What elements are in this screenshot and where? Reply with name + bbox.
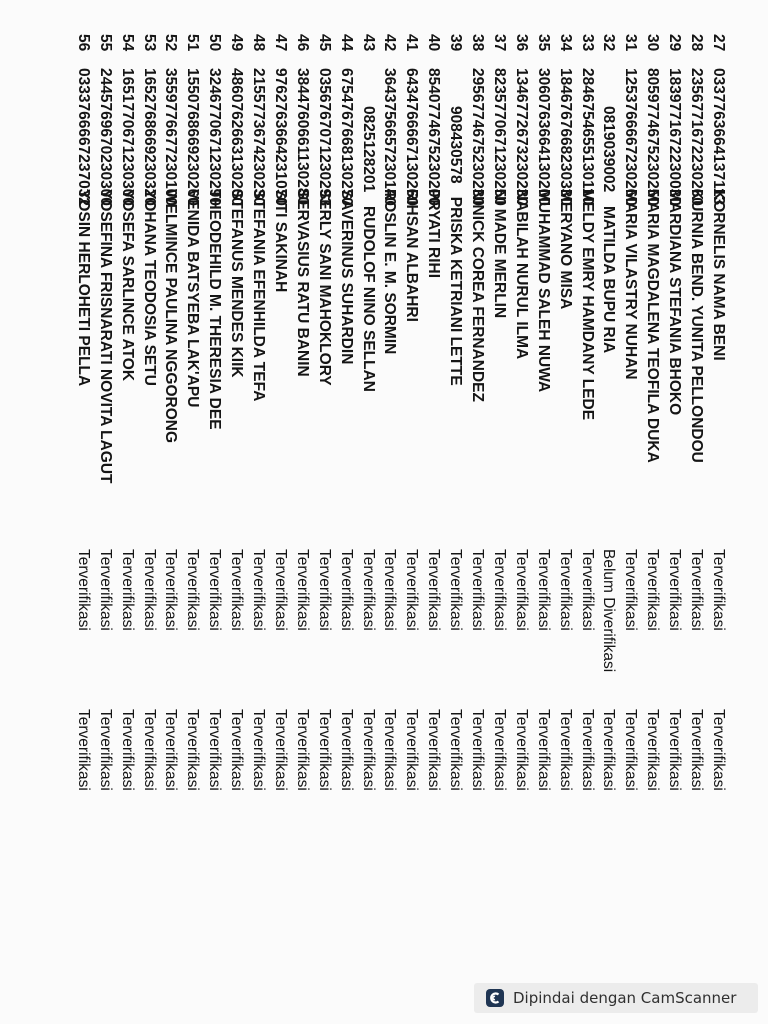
row-nik: 1253766667230260 bbox=[622, 68, 640, 206]
row-number: 38 bbox=[469, 34, 487, 52]
watermark-label: Dipindai dengan CamScanner bbox=[513, 989, 737, 1007]
row-number: 51 bbox=[184, 34, 202, 52]
row-status-2: Terverifikasi bbox=[491, 709, 508, 791]
row-number: 41 bbox=[403, 34, 421, 52]
row-nik: 1651770671230300 bbox=[118, 68, 136, 206]
row-name: MARDIANA STEFANIA BHOKO bbox=[666, 189, 684, 416]
row-nik: 3844760661130280 bbox=[293, 68, 311, 206]
row-number: 54 bbox=[118, 34, 136, 52]
row-name: SERVASIUS RATU BANIN bbox=[293, 189, 311, 377]
table-row bbox=[576, 34, 598, 794]
row-nik: 1652768669230320 bbox=[140, 68, 158, 206]
row-status-2: Terverifikasi bbox=[666, 709, 684, 791]
row-name: STEFANUS MENDES KIIK bbox=[228, 189, 246, 378]
table-row bbox=[335, 34, 357, 794]
row-number: 53 bbox=[140, 34, 158, 52]
row-nik: 0356767071230293 bbox=[315, 68, 333, 206]
row-nik: 6754767668130270 bbox=[337, 68, 355, 206]
table-row bbox=[357, 34, 379, 794]
row-status-1: Terverifikasi bbox=[425, 549, 443, 631]
row-nik: 4860762663130200 bbox=[228, 68, 246, 206]
row-status-2: Terverifikasi bbox=[447, 709, 465, 791]
table-row bbox=[94, 34, 116, 794]
row-status-1: Terverifikasi bbox=[359, 549, 377, 631]
row-nik: 2155773674230230 bbox=[250, 68, 268, 206]
table-row bbox=[554, 34, 576, 794]
table-row bbox=[444, 34, 466, 794]
table-row bbox=[203, 34, 225, 794]
row-status-1: Terverifikasi bbox=[74, 549, 92, 631]
row-name: YOHANA TEODOSIA SETU bbox=[140, 189, 158, 386]
table-row bbox=[225, 34, 247, 794]
row-name: MARIA VILASTRY NUHAN bbox=[622, 189, 640, 380]
row-status-2: Terverifikasi bbox=[337, 709, 355, 791]
row-status-2: Terverifikasi bbox=[293, 709, 311, 791]
row-status-2: Terverifikasi bbox=[534, 709, 552, 791]
row-name: KURNIA BEND. YUNITA PELLONDOU bbox=[688, 189, 706, 463]
row-status-1: Terverifikasi bbox=[337, 549, 355, 631]
row-status-2: Terverifikasi bbox=[578, 709, 596, 791]
camscanner-logo-icon bbox=[486, 989, 504, 1007]
row-name: SAVERINUS SUHARDIN bbox=[337, 189, 355, 365]
row-name: MERYANO MISA bbox=[556, 189, 574, 310]
row-status-1: Terverifikasi bbox=[272, 549, 289, 631]
row-number: 56 bbox=[74, 34, 92, 52]
row-nik: 1550768669230260 bbox=[184, 68, 202, 206]
table-row bbox=[707, 34, 729, 794]
row-number: 52 bbox=[162, 34, 180, 52]
row-nik: 8059774675230250 bbox=[644, 68, 662, 206]
row-name: NABILAH NURUL ILMA bbox=[512, 189, 530, 360]
row-status-2: Terverifikasi bbox=[556, 709, 574, 791]
row-status-2: Terverifikasi bbox=[710, 709, 727, 791]
row-name: PRISKA KETRIANI LETTE bbox=[447, 196, 465, 386]
row-nik: 2356771672230260 bbox=[688, 68, 706, 206]
table-row bbox=[488, 34, 510, 794]
row-number: 40 bbox=[425, 34, 443, 52]
row-status-1: Terverifikasi bbox=[228, 549, 246, 631]
row-status-2: Terverifikasi bbox=[250, 709, 268, 791]
row-name: SERLY SANI MAHOKLORY bbox=[315, 189, 333, 386]
row-status-1: Terverifikasi bbox=[250, 549, 268, 631]
table-row bbox=[181, 34, 203, 794]
row-number: 55 bbox=[96, 34, 114, 52]
row-number: 32 bbox=[600, 34, 618, 52]
row-status-2: Terverifikasi bbox=[359, 709, 377, 791]
row-status-1: Terverifikasi bbox=[710, 549, 727, 631]
row-status-1: Terverifikasi bbox=[491, 549, 508, 631]
row-number: 45 bbox=[315, 34, 333, 52]
table-row bbox=[598, 34, 620, 794]
row-name: THEODEHILD M. THERESIA DEE bbox=[206, 189, 224, 430]
row-number: 35 bbox=[534, 34, 552, 52]
row-nik: 6434766667130260 bbox=[403, 68, 421, 206]
row-status-1: Terverifikasi bbox=[293, 549, 311, 631]
row-status-2: Terverifikasi bbox=[469, 709, 487, 791]
row-status-1: Terverifikasi bbox=[381, 549, 399, 631]
row-nik: 0819039002 bbox=[600, 106, 618, 193]
row-status-1: Terverifikasi bbox=[622, 549, 640, 631]
rotated-table bbox=[69, 34, 729, 794]
row-name: YOSEFA SARLINCE ATOK bbox=[118, 189, 136, 382]
row-status-1: Terverifikasi bbox=[666, 549, 684, 631]
row-number: 42 bbox=[381, 34, 399, 52]
row-name: MATILDA BUPU RIA bbox=[600, 206, 618, 354]
row-number: 33 bbox=[578, 34, 596, 52]
table-row bbox=[291, 34, 313, 794]
row-status-2: Terverifikasi bbox=[381, 709, 399, 791]
row-status-2: Terverifikasi bbox=[206, 709, 224, 791]
row-status-1: Terverifikasi bbox=[556, 549, 574, 631]
row-name: YOSEFINA FRISNARATI NOVITA LAGUT bbox=[96, 189, 114, 484]
row-nik: 9762763664231070 bbox=[272, 68, 289, 206]
row-status-2: Terverifikasi bbox=[162, 709, 180, 791]
table-row bbox=[685, 34, 707, 794]
row-status-2: Terverifikasi bbox=[688, 709, 706, 791]
row-status-1: Terverifikasi bbox=[140, 549, 158, 631]
row-number: 27 bbox=[710, 34, 727, 52]
row-status-1: Terverifikasi bbox=[206, 549, 224, 631]
row-number: 37 bbox=[491, 34, 508, 52]
row-status-1: Terverifikasi bbox=[578, 549, 596, 631]
row-status-2: Terverifikasi bbox=[315, 709, 333, 791]
row-status-1: Terverifikasi bbox=[688, 549, 706, 631]
table-row bbox=[269, 34, 291, 794]
row-status-1: Terverifikasi bbox=[469, 549, 487, 631]
row-nik: 1839771672230030 bbox=[666, 68, 684, 206]
row-status-2: Terverifikasi bbox=[184, 709, 202, 791]
row-nik: 3559776677230100 bbox=[162, 68, 180, 206]
row-name: VENIDA BATSYEBA LAK'APU bbox=[184, 189, 202, 408]
row-name: MUHAMMAD SALEH NUWA bbox=[534, 189, 552, 393]
row-status-1: Terverifikasi bbox=[96, 549, 114, 631]
table-row bbox=[247, 34, 269, 794]
row-name: MELDY EMRY HAMDANY LEDE bbox=[578, 189, 596, 421]
table-row bbox=[138, 34, 160, 794]
row-number: 31 bbox=[622, 34, 640, 52]
table-row bbox=[619, 34, 641, 794]
row-number: 30 bbox=[644, 34, 662, 52]
row-nik: 0333766667237032 bbox=[74, 68, 92, 206]
row-status-1: Terverifikasi bbox=[403, 549, 421, 631]
row-number: 36 bbox=[512, 34, 530, 52]
row-number: 43 bbox=[359, 34, 377, 52]
row-name: YOSIN HERLOHETI PELLA bbox=[74, 189, 92, 387]
row-status-2: Terverifikasi bbox=[600, 709, 618, 791]
row-name: RUDOLOF NINO SELLAN bbox=[359, 206, 377, 392]
table-row bbox=[532, 34, 554, 794]
row-number: 46 bbox=[293, 34, 311, 52]
row-number: 50 bbox=[206, 34, 224, 52]
row-name: MARIA MAGDALENA TEOFILA DUKA bbox=[644, 189, 662, 463]
row-nik: 8235770671230250 bbox=[491, 68, 508, 206]
row-status-2: Terverifikasi bbox=[403, 709, 421, 791]
row-name: PRYATI RIHI bbox=[425, 189, 443, 278]
camscanner-watermark bbox=[474, 983, 758, 1013]
row-nik: 1846767668230330 bbox=[556, 68, 574, 206]
row-number: 28 bbox=[688, 34, 706, 52]
row-nik: 2445769670230300 bbox=[96, 68, 114, 206]
table-row bbox=[510, 34, 532, 794]
table-row bbox=[313, 34, 335, 794]
row-number: 44 bbox=[337, 34, 355, 52]
row-name: RIHSAN ALBAHRI bbox=[403, 189, 421, 322]
row-status-1: Terverifikasi bbox=[644, 549, 662, 631]
row-status-1: Terverifikasi bbox=[162, 549, 180, 631]
row-nik: 3060763664130200 bbox=[534, 68, 552, 206]
row-status-2: Terverifikasi bbox=[512, 709, 530, 791]
row-status-2: Terverifikasi bbox=[425, 709, 443, 791]
row-number: 48 bbox=[250, 34, 268, 52]
table-row bbox=[663, 34, 685, 794]
row-status-2: Terverifikasi bbox=[74, 709, 92, 791]
row-number: 49 bbox=[228, 34, 246, 52]
row-name: ROSLIN E. M. SORMIN bbox=[381, 189, 399, 355]
table-row bbox=[400, 34, 422, 794]
row-name: NINICK COREA FERNANDEZ bbox=[469, 189, 487, 402]
row-nik: 3246770671230290 bbox=[206, 68, 224, 206]
row-number: 47 bbox=[272, 34, 289, 52]
row-number: 39 bbox=[447, 34, 465, 52]
table-row bbox=[379, 34, 401, 794]
row-name: NI MADE MERLIN bbox=[491, 189, 508, 319]
row-nik: 908430578 bbox=[447, 106, 465, 184]
row-status-2: Terverifikasi bbox=[118, 709, 136, 791]
row-nik: 2846754655130110 bbox=[578, 68, 596, 206]
row-name: WELMINCE PAULINA NGGORONG bbox=[162, 189, 180, 444]
row-nik: 2956774675230230 bbox=[469, 68, 487, 206]
row-status-1: Terverifikasi bbox=[512, 549, 530, 631]
row-name: STEFANIA EFENHILDA TEFA bbox=[250, 189, 268, 402]
row-nik: 8540774675230200 bbox=[425, 68, 443, 206]
row-status-1: Terverifikasi bbox=[118, 549, 136, 631]
row-status-1: Terverifikasi bbox=[534, 549, 552, 631]
row-status-2: Terverifikasi bbox=[272, 709, 289, 791]
row-status-1: Terverifikasi bbox=[184, 549, 202, 631]
row-nik: 3643756657230140 bbox=[381, 68, 399, 206]
row-name: SITI SAKINAH bbox=[272, 189, 289, 293]
table-row bbox=[422, 34, 444, 794]
row-number: 34 bbox=[556, 34, 574, 52]
row-status-2: Terverifikasi bbox=[622, 709, 640, 791]
table-row bbox=[116, 34, 138, 794]
table-row bbox=[160, 34, 182, 794]
row-status-2: Terverifikasi bbox=[96, 709, 114, 791]
row-status-2: Terverifikasi bbox=[644, 709, 662, 791]
row-status-1: Belum Diverifikasi bbox=[600, 549, 618, 673]
row-status-1: Terverifikasi bbox=[315, 549, 333, 631]
row-nik: 0337763664137113 bbox=[710, 68, 727, 206]
row-nik: 1346772673230230 bbox=[512, 68, 530, 206]
row-nik: 0825128201 bbox=[359, 106, 377, 193]
table-row bbox=[72, 34, 94, 794]
table-row bbox=[641, 34, 663, 794]
row-status-1: Terverifikasi bbox=[447, 549, 465, 631]
row-number: 29 bbox=[666, 34, 684, 52]
row-name: KORNELIS NAMA BENI bbox=[710, 189, 727, 361]
row-status-2: Terverifikasi bbox=[140, 709, 158, 791]
table-row bbox=[466, 34, 488, 794]
row-status-2: Terverifikasi bbox=[228, 709, 246, 791]
